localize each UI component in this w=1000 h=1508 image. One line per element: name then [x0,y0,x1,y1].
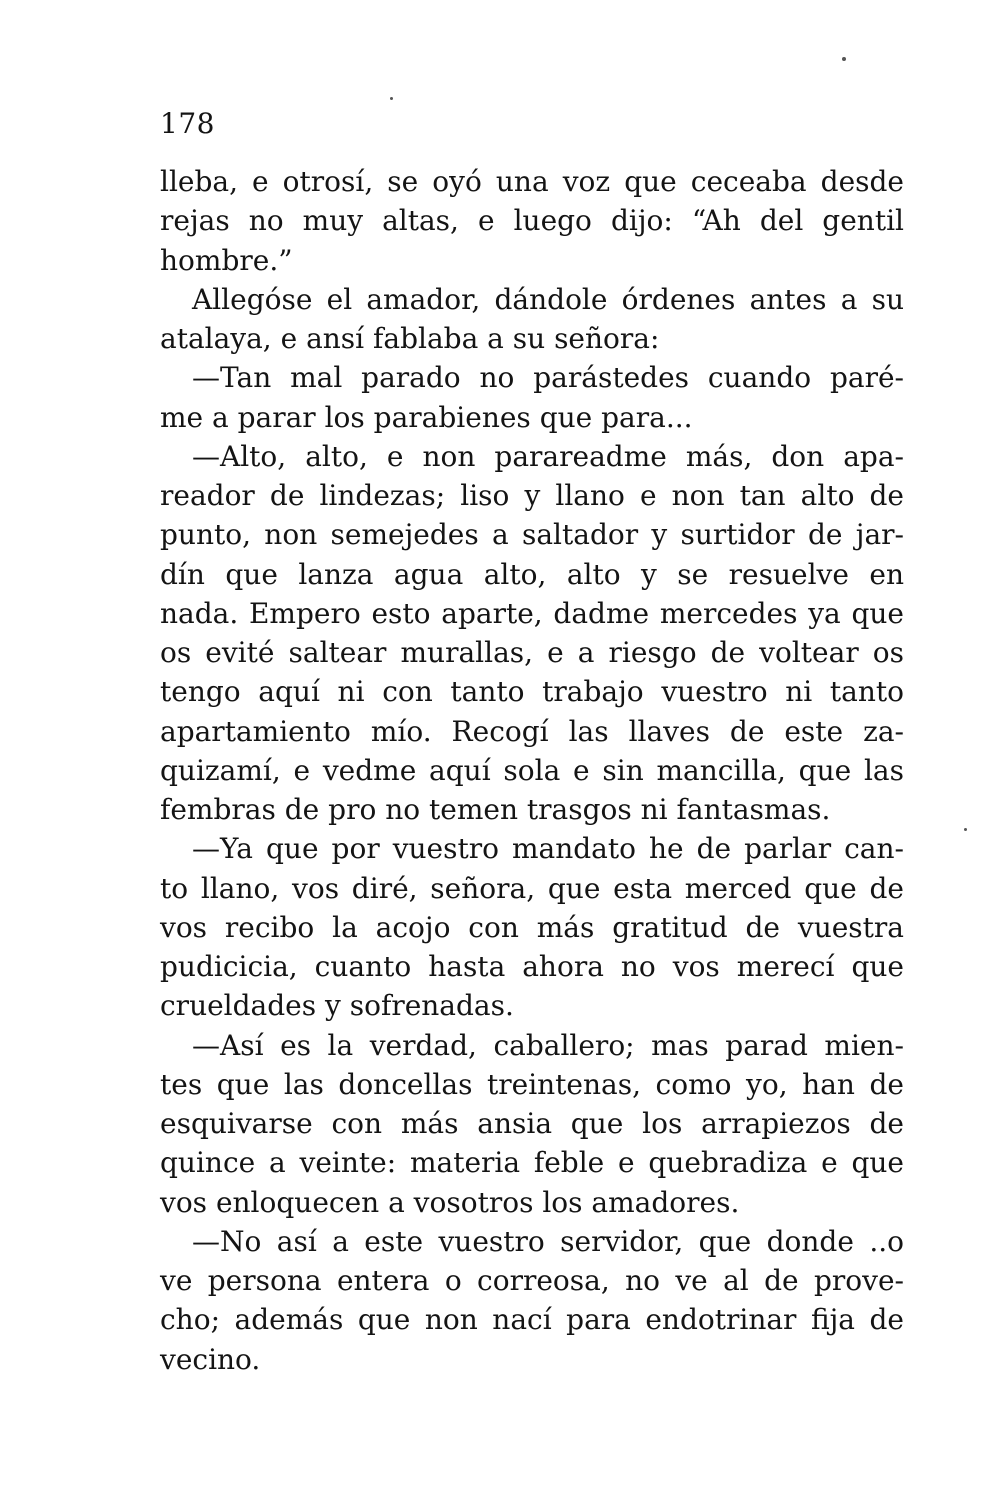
text-line: hombre.” [160,243,293,277]
text-line: —No así a este vuestro servidor, que donde ..o [192,1224,904,1258]
text-line: quince a veinte: materia feble e quebradiza e que [160,1146,904,1180]
text-line: cho; además que non nací para endotrinar fija de [160,1303,904,1337]
text-line: —Así es la verdad, caballero; mas parad mien- [192,1028,904,1062]
text-line: lleba, e otrosí, se oyó una voz que ceceaba desde [160,165,904,198]
text-line: —Ya que por vuestro mandato he de parlar can- [192,832,904,866]
text-line: Allegóse el amador, dándole órdenes antes a su [192,282,904,316]
text-line: crueldades y sofrenadas. [160,989,514,1023]
text-line: esquivarse con más ansia que los arrapiezos de [160,1107,904,1140]
text-line: dín que lanza agua alto, alto y se resuelve en [160,557,904,591]
body-text [160,162,904,1379]
text-line: vos recibo la acojo con más gratitud de vuestra [160,910,904,944]
text-line: fembras de pro no temen trasgos ni fantasmas. [160,793,831,826]
text-line: apartamiento mío. Recogí las llaves de este za- [160,714,904,748]
text-line: nada. Empero esto aparte, dadme mercedes ya que [160,596,904,630]
page-number: 178 [160,107,215,140]
text-line: rejas no muy altas, e luego dijo: “Ah del gentil [160,204,904,238]
text-line: os evité saltear murallas, e a riesgo de voltear os [160,636,904,669]
print-speck [390,97,393,100]
text-line: vecino. [160,1342,261,1376]
text-line: to llano, vos diré, señora, que esta merced que de [160,871,904,905]
text-line: —Tan mal parado no parástedes cuando paré- [192,361,904,395]
text-line: tengo aquí ni con tanto trabajo vuestro ni tanto [160,675,904,709]
text-line: reador de lindezas; liso y llano e non tan alto de [160,479,904,512]
text-line: vos enloquecen a vosotros los amadores. [160,1185,740,1219]
text-line: pudicicia, cuanto hasta ahora no vos merecí que [160,950,904,983]
text-line: atalaya, e ansí fablaba a su señora: [160,322,660,355]
text-line: quizamí, e vedme aquí sola e sin mancilla, que las [160,753,904,787]
text-line: punto, non semejedes a saltador y surtidor de jar- [160,518,904,552]
print-speck [964,828,967,831]
text-line: —Alto, alto, e non parareadme más, don apa- [192,439,904,473]
text-line: ve persona entera o correosa, no ve al de prove- [160,1264,904,1297]
text-line: tes que las doncellas treintenas, como yo, han de [160,1067,904,1101]
text-line: me a parar los parabienes que para... [160,400,693,434]
print-speck [842,57,846,61]
